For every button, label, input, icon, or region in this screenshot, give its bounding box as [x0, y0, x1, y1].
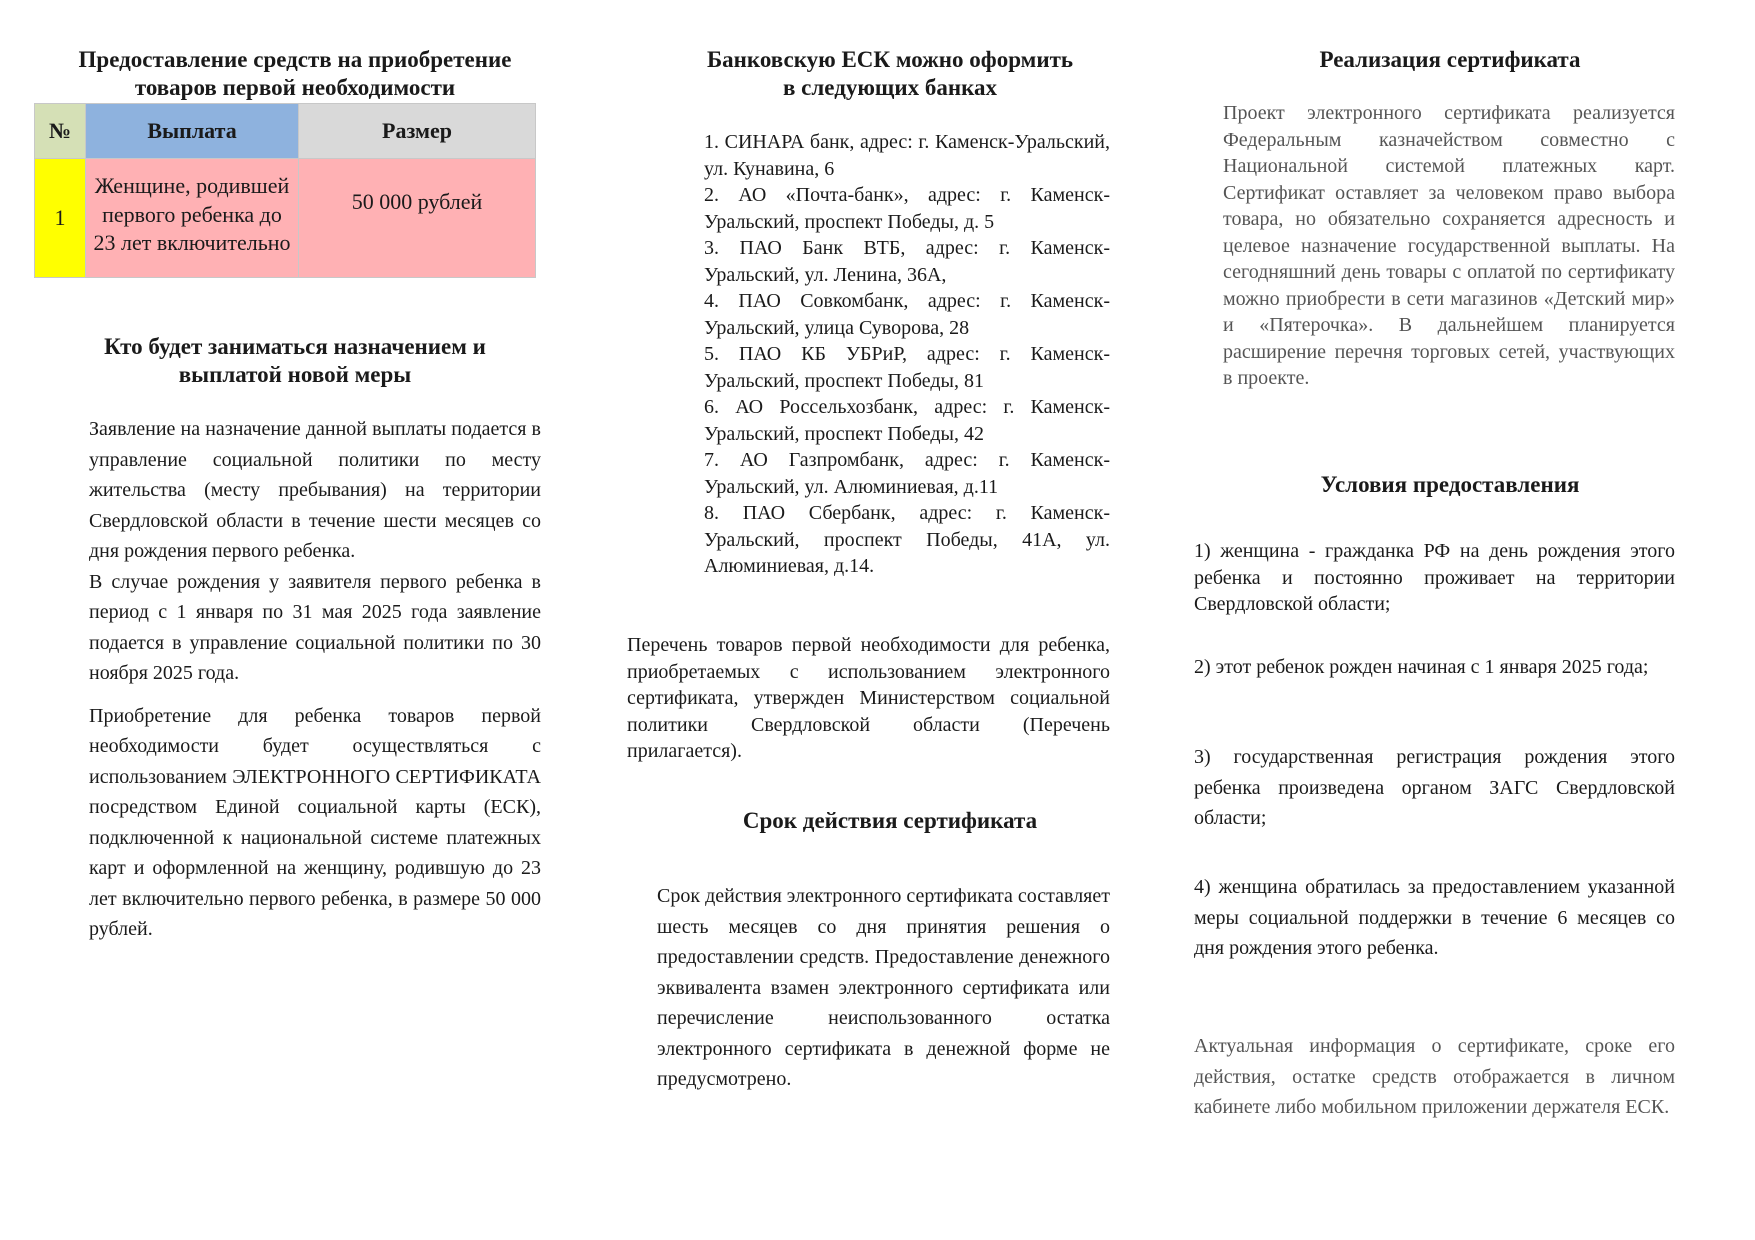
- paragraph-realization: Проект электронного сертификата реализуется Федеральным казначейством совместно с Национальной системой платежных карт. Сертификат оставляет за человеком право выбора товара, но обязательно сохраняется адресность и целевое назначение государственной выплаты. На сегодняшний день товары с оплатой по сертификату можно приобрести в сети магазинов «Детский мир» и «Пятерочка». В дальнейшем планируется расширение перечня торговых сетей, участвующих в проекте.: [1223, 102, 1675, 389]
- paragraph-deadline: В случае рождения у заявителя первого ребенка в период с 1 января по 31 мая 2025 года заявление подается в управление социальной политики по 30 ноября 2025 года.: [89, 570, 541, 684]
- table-header-row: [35, 104, 536, 159]
- list-item: 8. ПАО Сбербанк, адрес: г. Каменск-Уральский, проспект Победы, 41А, ул. Алюминиевая, д.14.: [704, 502, 1110, 577]
- cell-amount: 50 000 рублей: [299, 159, 536, 278]
- col-header-number: №: [35, 104, 86, 159]
- condition-1: 1) женщина - гражданка РФ на день рождения этого ребенка и постоянно проживает на территории Свердловской области;: [1194, 540, 1675, 615]
- condition-4: 4) женщина обратилась за предоставлением указанной меры социальной поддержки в течение 6 месяцев со дня рождения этого ребенка.: [1194, 876, 1675, 959]
- paragraph-purchase: Приобретение для ребенка товаров первой необходимости будет осуществляться с использованием ЭЛЕКТРОННОГО СЕРТИФИКАТА посредством Единой социальной карты (ЕСК), подключенной к национальной системе платежных карт и оформленной на женщину, родившую до 23 лет включительно первого ребенка, в размере 50 000 рублей.: [89, 704, 541, 940]
- list-item: 6. АО Россельхозбанк, адрес: г. Каменск-Уральский, проспект Победы, 42: [704, 396, 1110, 445]
- cell-payment: Женщине, родившей первого ребенка до 23 лет включительно: [86, 159, 299, 278]
- col-header-amount: Размер: [299, 104, 536, 159]
- list-item: 5. ПАО КБ УБРиР, адрес: г. Каменск-Уральский, проспект Победы, 81: [704, 343, 1110, 392]
- section-title-funds: Предоставление средств на приобретение товаров первой необходимости: [78, 47, 512, 100]
- list-item: 7. АО Газпромбанк, адрес: г. Каменск-Уральский, ул. Алюминиевая, д.11: [704, 449, 1110, 498]
- list-item: 4. ПАО Совкомбанк, адрес: г. Каменск-Уральский, улица Суворова, 28: [704, 290, 1110, 339]
- paragraph-goods-list: Перечень товаров первой необходимости для ребенка, приобретаемых с использованием электронного сертификата, утвержден Министерством социальной политики Свердловской области (Перечень прилагается).: [627, 634, 1110, 762]
- section-title-conditions: Условия предоставления: [1320, 472, 1580, 497]
- paragraph-info: Актуальная информация о сертификате, сроке его действия, остатке средств отображается в личном кабинете либо мобильном приложении держателя ЕСК.: [1194, 1035, 1675, 1118]
- paragraph-validity: Срок действия электронного сертификата составляет шесть месяцев со дня принятия решения о предоставлении средств. Предоставление денежного эквивалента взамен электронного сертификата или перечисление неиспользованного остатка электронного сертификата в денежной форме не предусмотрено.: [657, 885, 1110, 1090]
- condition-3: 3) государственная регистрация рождения этого ребенка произведена органом ЗАГС Свердловской области;: [1194, 746, 1675, 829]
- list-item: 1. СИНАРА банк, адрес: г. Каменск-Уральский, ул. Кунавина, 6: [704, 131, 1110, 180]
- section-title-realization: Реализация сертификата: [1319, 47, 1581, 72]
- cell-number: 1: [35, 159, 86, 278]
- section-title-who: Кто будет заниматься назначением и выплатой новой меры: [104, 334, 486, 387]
- list-item: 3. ПАО Банк ВТБ, адрес: г. Каменск-Уральский, ул. Ленина, 36А,: [704, 237, 1110, 286]
- section-title-validity: Срок действия сертификата: [742, 808, 1038, 833]
- payment-table: [34, 103, 536, 278]
- col-header-payment: Выплата: [86, 104, 299, 159]
- table-row: [35, 159, 536, 278]
- list-item: 2. АО «Почта-банк», адрес: г. Каменск-Уральский, проспект Победы, д. 5: [704, 184, 1110, 233]
- who-body: [89, 414, 541, 945]
- paragraph-application: Заявление на назначение данной выплаты подается в управление социальной политики по месту жительства (месту пребывания) на территории Свердловской области в течение шести месяцев со дня рождения первого ребенка.: [89, 418, 541, 562]
- section-title-banks: Банковскую ЕСК можно оформить в следующих банках: [706, 47, 1074, 100]
- bank-list: [704, 129, 1110, 580]
- condition-2: 2) этот ребенок рожден начиная с 1 января 2025 года;: [1194, 656, 1649, 678]
